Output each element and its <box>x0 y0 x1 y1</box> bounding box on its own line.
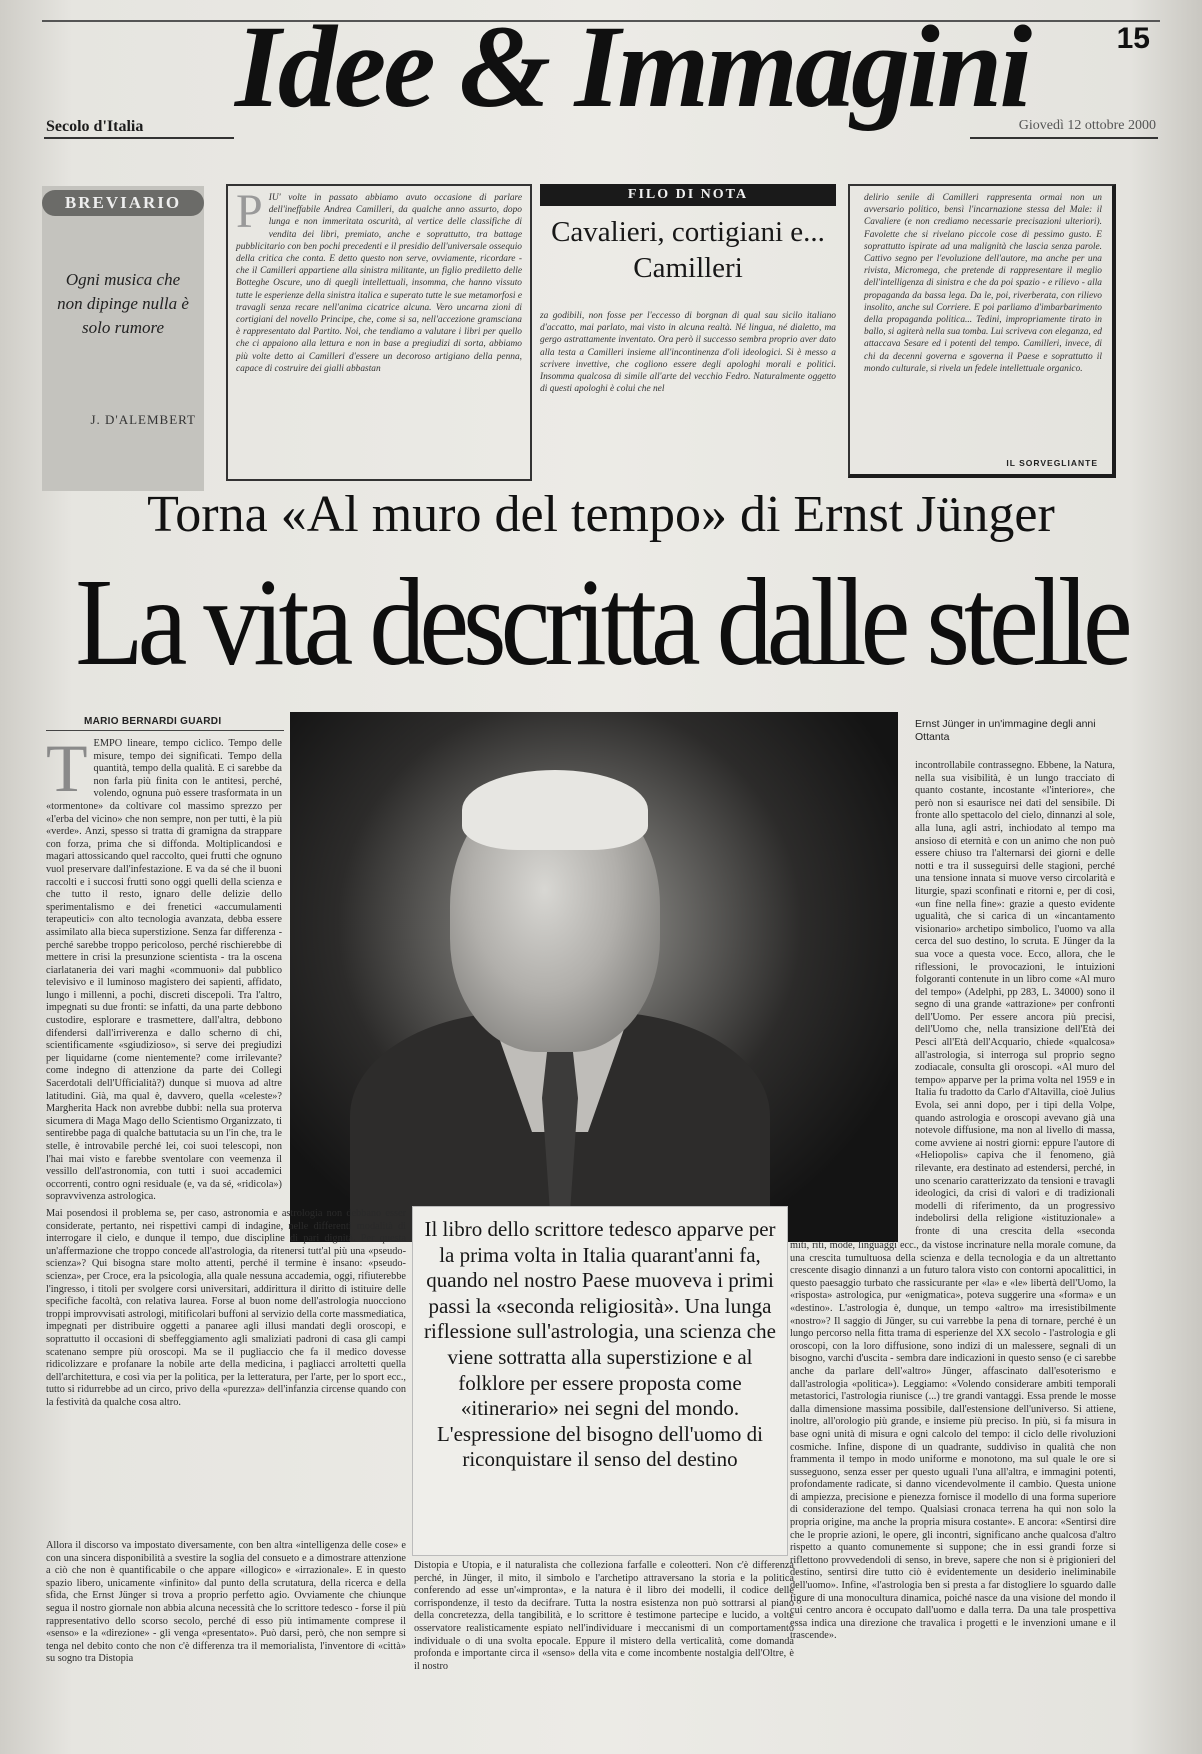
masthead-rule-left <box>44 137 234 139</box>
paper-name: Secolo d'Italia <box>46 118 144 135</box>
portrait-photo <box>290 712 898 1242</box>
masthead-rule-right <box>970 137 1158 139</box>
pull-quote: Il libro dello scrittore tedesco apparve per la prima volta in Italia quarant'anni fa, quando nel nostro Paese muoveva i primi passi la «seconda religiosità». Una lunga riflessione sull'astrologia, una scienza che viene sottratta alla superstizione e al folklore per essere proposta come «itinerario» nei segni del mondo. L'espressione del bisogno dell'uomo di riconquistare il senso del destino <box>412 1206 788 1556</box>
article-byline: MARIO BERNARDI GUARDI <box>84 716 222 727</box>
right-note-signature: IL SORVEGLIANTE <box>1006 458 1098 468</box>
right-note-box <box>848 184 1116 478</box>
article-lower-left: Mai posendosi il problema se, per caso, astronomia e astrologia non debbano esser considerate, pertanto, nei rispettivi campi di indagine, nelle differenti modalità di interrogare il cielo, e dunque il tempo, due discipline di pari dignità. Per questa un'affermazione che troppo concede all'astrologia, da ritenersi tutt'al più una «pseudo-scienza»? Qui bisogna stare molto attenti, perché il termine è insano: «pseudo-scienza», per Croce, era la psicologia, alla quale nessuna accademia, oggi, rifiuterebbe l'ingresso, i titoli per svolgere corsi universitari, addirittura il diritto di istituire delle specifiche facoltà, con relativa laurea. Forse al buon nome dell'astrologia nuocciono troppi improvvisati astrologi, mitificolari buffoni al servizio della corte massmediatica, impegnati per distribuire oggetti a panaree agli illusi mandati degli oroscopi, e soprattutto il occasioni di sbeffeggiamento agli smaliziati padroni di casa gli campi scatenano sempre più oroscopi. Ma se il pugliaccio che fa il medico dovesse ridicolizzare e profanare la nobile arte della medicina, i pagliacci arroltetti quella dell'architettura, e così via per la politica, per la letteratura, per l'arte, per lo sport ecc., tutto si ridurrebbe ad un circo, privo della «purezza» dell'infanzia circense quando con la festività da qualche cosa altro. <box>46 1208 406 1408</box>
editorial-box <box>226 184 532 481</box>
breviario-author: J. D'ALEMBERT <box>90 412 196 427</box>
article-column-right-lower: miti, riti, mode, linguaggi ecc., da vistose incrinature nella morale comune, da una crescita tumultuosa della scienza e della tecnologia e da un altrettanto crescente disagio dinnanzi a un futuro talora visto con contorni apocalittici, in questo paesaggio turbato che rassicurante per «la» e «le» libertà dell'Uomo, la «risposta» astrologica, pur «enigmatica», poteva suggerire una «forma» e un «destino». L'astrologia è, dunque, un tempo «altro» ma irresistibilmente «nostro»? Il saggio di Jünger, su cui varrebbe la pena di tornare, perché è un lungo percorso nella fitta trama di esperienze del XX secolo - l'astrologia e gli oroscopi, con la loro diffusione, sono indizi di un malessere, segnali di un bisogno, varchi d'uscita - sembra dare indicazioni in questo senso (e ci sarebbe anche da parlare dell'«altro» Jünger, affascinato dall'esoterismo e dall'astrologia «politica»). Leggiamo: «Volendo considerare ambiti temporali metastorici, l'astrologia riunisce (...) tre grandi vantaggi. Essa prende le mosse dalla dimensione massima possibile, dall'estensione dell'universo. Si attiene, inoltre, all'orologio più grande, e insieme più preciso. In più, si fa misura in base ogni unità di misura e ogni calcolo del tempo: il ciclo delle rivoluzioni cosmiche. Infine, dispone di un quadrante, suddiviso in qualità che non frammenta il tempo in modo uniforme e monotono, ma sul quale le ore si susseguono, senza esser per questo uguali l'una all'altra, e immagini potenti, profondamente radicate, si danno vicendevolmente il cambio. Questa unione di ampiezza, precisione e pienezza fornisce il modello di una forma superiore di considerazione del tempo. Qualsiasi cronaca terrena ha qui non solo la propria origine, ma anche la propria misura costante». E ancora: «Sentirsi dire che le proprie azioni, le opere, gli incontri, significano anche qualcosa d'altro rispetto a quanto comunemente si suppone; che in essi grandi forze si riflettono provvedendoli di senso, in breve, sapere che non si è prigionieri del destino, sentirsi dire tutto ciò è evidentemente un desiderio ineliminabile dell'uomo». Infine, «l'astrologia ben si presta a far distogliere lo sguardo dalle figure di una monocultura dinamica, poiché nasce da una visione del mondo il cui centro ancora è occupato dall'uomo e dalla terra. Da una tale prospettiva essa indica una direzione che travalica i progetti e le invenzioni umane e il trascende». <box>790 1240 1116 1642</box>
editorial-dropcap: P <box>236 185 263 238</box>
filo-di-nota-text: za godibili, non fosse per l'eccesso di borgnan di qual sau sicilo italiano d'accatto, mai parlato, mai visto in alcuna realtà. Né lingua, né dialetto, ma gergo astrattamente inventato. Ora però il successo sembra proprio aver dato alla testa a Camilleri insieme all'incontinenza d'oli ideologici. Si è messo a scrivere invettive, che cogliono essere degli apologhi morali e politici. Insomma qualcosa di simile all'arte del vecchio Fedro. Naturalmente oggetto di questi apologhi è colui che nel <box>540 311 836 395</box>
page-number: 15 <box>1116 22 1150 55</box>
right-note-text: delirio senile di Camilleri rappresenta ormai non un avversario politico, bensì l'incarnazione stessa del Male: il Cavaliere (e non crediamo necessarie precisazioni ulteriori). Favolette che si rivelano piccole cose di pessimo gusto. E soprattutto ispirate ad una malignità che lascia senza parole. Cattivo segno per l'evoluzione dell'autore, ma anche per una rivista, Micromega, che pretende di rappresentare il meglio dell'intelligenza di sinistra e che da poi spazio - e rilievo - alla propaganda da bassa lega. Da le, poi, riverberata, con rilievo insolito, anche sul Corriere. E poi parliamo d'imbarbarimento della propaganda politica... Tedini, impropriamente tirato in ballo, si agiterà nella sua tomba. Lui scriveva con eleganza, ed attaccava Sesare ed i potenti del tempo. Camilleri, invece, di chi da decenni governa e sgoverna il Paese e soprattutto il mondo culturale, si rivela un fedele intellettuale organico. <box>864 193 1102 374</box>
breviario-label: BREVIARIO <box>42 190 204 216</box>
article-dropcap: T <box>46 738 88 806</box>
article-kicker: Torna «Al muro del tempo» di Ernst Jünger <box>147 486 1055 543</box>
article-column-right: incontrollabile contrassegno. Ebbene, la Natura, nella sua visibilità, è un lungo tracciato di quanto costante, incostante «l'interiore», che però non si esaurisce nei dati del sensibile. Di fronte allo spettacolo del cielo, dinnanzi al sole, alla luna, agli astri, inchiodato al tempo ma ansioso di eternità e con un animo che non può essere chiuso tra l'alternarsi dei giorni e delle notti e tra il susseguirsi delle stagioni, perché una tensione innata si muove verso circolarità e liturgie, spazi sconfinati e ritorni e, per di così, «un fine nella fine»: grazie a questo evidente ugualità, che si carica di un «incantamento visionario» archetipo simbolico, l'uomo va alla cerca del suo destino, lo scruta. E Jünger da la sua voce a questa voce. Ecco, allora, che le riflessioni, le provocazioni, le intuizioni folgoranti contenute in un libro come «Al muro del tempo» (Adelphi, pp 283, L. 34000) sono il segno di una grande «attrazione» per confronti dell'Uomo. Per essere ancora più precisi, dell'Uomo che, nella transizione dell'Età dei Pesci all'Età dell'Acquario, chiede «qualcosa» all'astrologia, si interroga sul proprio segno zodiacale, consulta gli oroscopi. «Al muro del tempo» apparve per la prima volta nel 1959 e in Italia fu tradotto da Carlo d'Altavilla, cioè Julius Evola, sei anni dopo, per i tipi della Volpe, quando astrologia e oroscopi avevano già una notevole diffusione, ma non al livello di massa, come avviene ai nostri giorni: eppure l'autore di «Heliopolis» capiva che il fenomeno, già rilevante, era destinato ad estendersi, perché, in uno scenario caratterizzato da tensioni e travagli ideologici, da crisi di valori e di tradizionali modelli di riferimento, da un progressivo indebolirsi della religione «istituzionale» a fronte di una crescita della «seconda <box>915 760 1115 1237</box>
article-headline: La vita descritta dalle stelle <box>75 553 1127 693</box>
editorial-text: IU' volte in passato abbiamo avuto occasione di parlare dell'ineffabile Andrea Camilleri, da qualche anno assurto, dopo lunga e non immeritata oscurità, al vertice delle classifiche di vendita dei libri, premiato, anche e soprattutto, tra battage pubblicitario con ben pochi precedenti e il presidio dell'universale ossequio della critica che conta. E detto questo non serve, ovviamente, ricordare - che il Camilleri appartiene alla sinistra militante, un figlio prediletto delle Botteghe Oscure, uno di quegli intellettuali, insomma, che hanno vissuto tutte le esperienze della sinistra italica e superato tutte le sue metamorfosi e travagli senza recare nell'anima cicatrice alcuna. Vero uncarna zioni di cortigiani del novello Principe, che, come si sa, nell'accezione gramsciana è rappresentato dal Partito. Noi, che tendiamo a valutare i libri per quello che ci appaiono alla lettura e non in base a pregiudizi di sorta, abbiamo più volte detto ai Camilleri d'essere un decoroso artigiano della penna, capace di costruire dei gialli abbastan <box>236 193 522 374</box>
filo-di-nota-label: FILO DI NOTA <box>540 184 836 206</box>
issue-date: Giovedì 12 ottobre 2000 <box>1018 118 1156 133</box>
photo-caption: Ernst Jünger in un'immagine degli anni Ottanta <box>915 718 1096 743</box>
byline-rule <box>46 730 284 731</box>
filo-di-nota-title: Cavalieri, cortigiani e... Camilleri <box>551 216 825 284</box>
breviario-quote: Ogni musica che non dipinge nulla è solo rumore <box>57 270 189 337</box>
breviario-box <box>42 186 204 491</box>
filo-di-nota-column <box>540 184 836 484</box>
article-bottom-middle: Distopia e Utopia, e il naturalista che colleziona farfalle e coleotteri. Non c'è differenza perché, in Jünger, il mito, il simbolo e l'archetipo attraversano la storia e la politica conferendo ad esse un'«impronta», e la natura è il libro dei modelli, il codice delle corrispondenze, il testo da decifrare. Tutta la nostra esistenza non può sottrarsi al piano della concretezza, della tangibilità, e lo scrittore è testimone partecipe e lucido, a volte osservatore realisticamente espiato nell'individuare i meccanismi di un comportamento individuale o di una svolta epocale. Eppure il mistero della verticalità, come domanda profonda e importante circa il «senso» della vita e come incombente nostalgia dell'Oltre, è il nostro <box>414 1560 794 1672</box>
section-title: Idee & Immagini <box>235 1 1030 132</box>
article-bottom-left: Allora il discorso va impostato diversamente, con ben altra «intelligenza delle cose» e con una sincera disponibilità a svestire la soglia del consueto e a dimostrare attenzione a ciò che non è quantificabile o che appare «illogico» e «irrazionale». E in questo spazio libero, unicamente «infinito» dal punto della scrutatura, della ricerca e della sfida, che Ernst Jünger si trova a proprio perfetto agio. Ovviamente che chiunque segua il nostro giornale non abbia alcuna necessità che lo scrittore tedesco - forse il più rappresentativo dello scorso secolo, perché di esso più intimamente comprese il «senso» e la «direzione» - gli venga «presentato». Può darsi, però, che non sempre si tenga nel debito conto che non c'è differenza tra il memorialista, l'inventore di «città» su sogno tra Distopia <box>46 1540 406 1665</box>
article-column-1-text: EMPO lineare, tempo ciclico. Tempo delle misure, tempo dei significati. Tempo della quantità, tempo della qualità. E ci sarebbe da non farla più finita con le antitesi, perché, volendo, ognuna può essere trasformata in un «tormentone» da coltivare col massimo sprezzo per «l'erba del vicino» che non sempre, non per tutti, è la più «verde». Anzi, spesso si tratta di gramigna da strappare con forza, prima che si diffonda. Moltiplicandosi e magari attossicando quel raccolto, quei frutti che ognuno vuol preservare dall'infestazione. E va da sé che il buoni raccolti e i succosi frutti sono oggi quelli della scienza e che tutto il resto, ignaro delle delizie dello sperimentalismo e dei frenetici «accumulamenti terapeutici» con alto tecnologia avanzata, debba essere assimilato alla bieca superstizione. Senza far differenza - perché sarebbe troppo pericoloso, perché rischierebbe di mettere in crisi la presunzione scientista - tra la oscena ciarlataneria dei vari maghi «commuoni» dal pubblico televisivo e il luminoso magistero dei sapienti, affidato, lungo i millenni, a pochi, discreti discepoli. Tra l'altro, impegnati su due fronti: se infatti, da una parte debbono custodire, esplorare e trasmettere, dall'altra, debbono difendersi dall'irriverenza e dallo scherno di chi, scientificamente «sgiudizioso», si serve dei pregiudizi per liquidarne (come nientemente? come irrilevante? come indegno di attenzione da parte dei Collegi Sacerdotali dell'Ufficialità?) dunque si muova ad altre latitudini. Già, ma qual è, davvero, quella «celeste»? Margherita Hack non avrebbe dubbi: nella sua proterva sicumera di Maga Mago dello Scientismo Organizzato, ti sentirebbe paga di qualche battutacia su un l'in che, tra le stelle, è introvabile perché lei, coi suoi telescopi, non l'hai mai visto e farebbe sventolare con veemenza il vessillo dell'astronomia, con tutti i suoi accademici occorrenti, contro ogni residuale (e, va da sé, «ridicola») sopravvivenza astrologica. <box>46 738 282 1203</box>
photo-hair <box>462 770 648 850</box>
